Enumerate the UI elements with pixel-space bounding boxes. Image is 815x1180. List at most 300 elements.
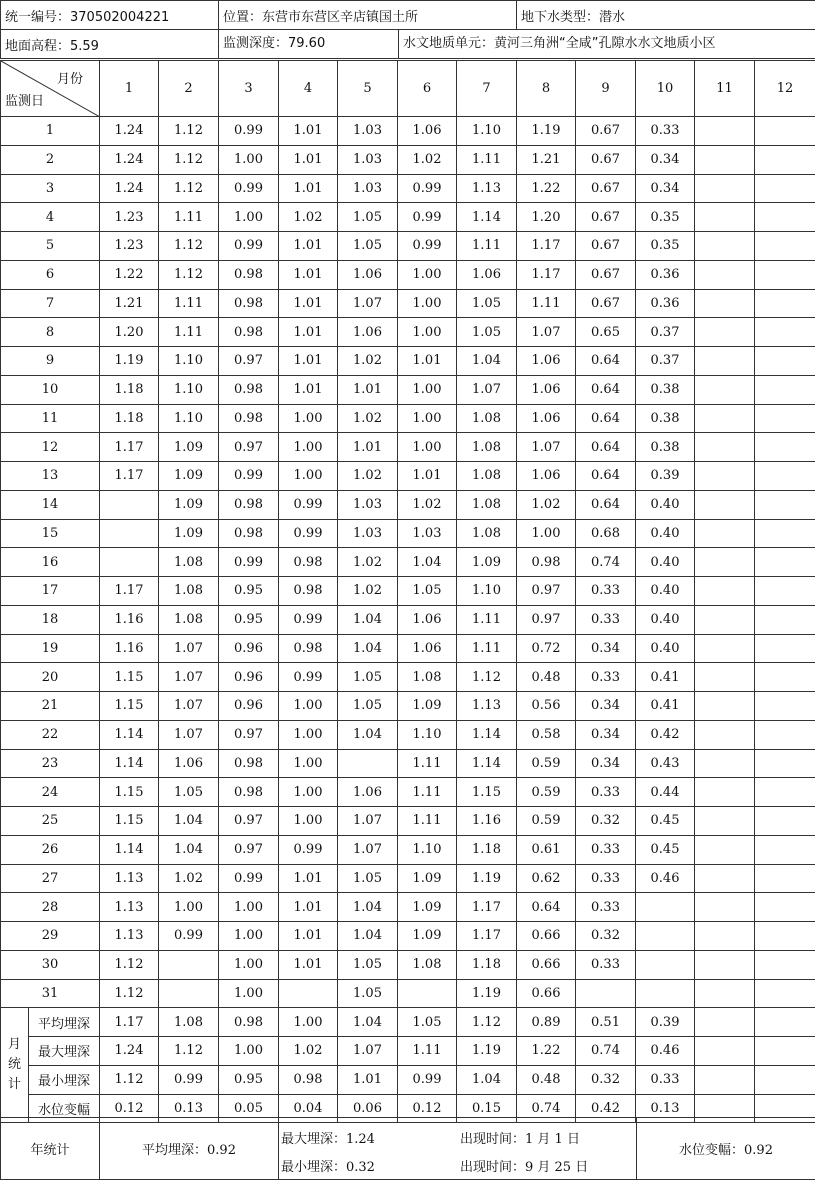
depth-cell (338, 749, 398, 778)
depth-cell: 0.61 (517, 835, 576, 864)
corner-header (1, 61, 100, 117)
depth-cell: 1.01 (279, 375, 338, 404)
depth-cell: 1.07 (159, 634, 219, 663)
depth-cell: 0.40 (636, 634, 695, 663)
stat-cell: 1.04 (457, 1065, 517, 1094)
groundwater-type: 地下水类型：潜水 (517, 1, 815, 30)
stat-cell: 1.12 (100, 1065, 159, 1094)
depth-cell: 1.12 (159, 174, 219, 203)
day-cell: 28 (1, 893, 100, 922)
depth-cell: 0.98 (219, 260, 279, 289)
depth-cell (695, 375, 755, 404)
depth-cell: 1.07 (338, 807, 398, 836)
stat-cell: 0.46 (636, 1037, 695, 1066)
stat-label: 最小埋深 (29, 1065, 100, 1094)
depth-cell: 1.08 (457, 462, 517, 491)
depth-cell: 0.34 (576, 749, 636, 778)
depth-cell (755, 145, 815, 174)
depth-cell: 1.14 (457, 720, 517, 749)
depth-cell (695, 174, 755, 203)
depth-cell: 1.01 (279, 145, 338, 174)
depth-cell: 0.45 (636, 835, 695, 864)
month-header: 4 (279, 61, 338, 117)
depth-cell: 1.10 (159, 375, 219, 404)
depth-cell: 0.99 (159, 922, 219, 951)
depth-cell: 0.67 (576, 145, 636, 174)
stat-cell: 0.89 (517, 1008, 576, 1037)
depth-cell (755, 692, 815, 721)
depth-cell: 1.04 (338, 605, 398, 634)
heading-char: 月 (1, 1035, 28, 1055)
table-row (1, 749, 815, 778)
table-row (1, 117, 815, 146)
depth-cell: 1.10 (457, 577, 517, 606)
depth-cell: 1.06 (338, 318, 398, 347)
depth-cell: 1.00 (219, 145, 279, 174)
depth-cell: 0.64 (576, 404, 636, 433)
depth-cell: 1.16 (100, 634, 159, 663)
stat-cell: 0.13 (636, 1094, 695, 1123)
stat-cell: 0.05 (219, 1094, 279, 1123)
depth-cell: 1.00 (398, 433, 457, 462)
table-row (1, 347, 815, 376)
depth-cell (695, 462, 755, 491)
depth-cell: 1.02 (398, 490, 457, 519)
stat-cell: 1.17 (100, 1008, 159, 1037)
depth-cell: 0.36 (636, 260, 695, 289)
heading-char: 统 (1, 1055, 28, 1075)
hydrogeologic-unit: 水文地质单元：黄河三角洲“全咸”孔隙水水文地质小区 (399, 30, 815, 58)
stat-cell (755, 1037, 815, 1066)
table-row (1, 692, 815, 721)
day-cell: 20 (1, 663, 100, 692)
depth-cell: 1.11 (457, 605, 517, 634)
day-cell: 11 (1, 404, 100, 433)
day-cell: 4 (1, 203, 100, 232)
depth-cell: 1.01 (279, 174, 338, 203)
depth-cell: 0.64 (576, 347, 636, 376)
stat-cell: 1.19 (457, 1037, 517, 1066)
annual-average: 平均埋深：0.92 (100, 1118, 279, 1180)
depth-cell: 1.07 (159, 663, 219, 692)
depth-cell: 1.20 (100, 318, 159, 347)
depth-cell: 1.18 (457, 835, 517, 864)
month-header: 8 (517, 61, 576, 117)
depth-cell: 1.11 (398, 749, 457, 778)
depth-cell: 1.06 (398, 634, 457, 663)
depth-cell: 1.17 (100, 462, 159, 491)
depth-cell (279, 979, 338, 1008)
depth-cell: 0.46 (636, 864, 695, 893)
depth-cell (755, 203, 815, 232)
table-row (1, 318, 815, 347)
depth-cell (695, 232, 755, 261)
well-id: 统一编号：370502004221 (1, 1, 219, 30)
depth-cell: 1.05 (159, 778, 219, 807)
depth-cell (695, 893, 755, 922)
depth-cell (755, 462, 815, 491)
table-row (1, 174, 815, 203)
depth-cell (755, 634, 815, 663)
depth-cell: 1.15 (100, 778, 159, 807)
depth-cell: 1.19 (457, 979, 517, 1008)
annual-row (1, 1118, 815, 1180)
month-header: 2 (159, 61, 219, 117)
stat-cell: 0.04 (279, 1094, 338, 1123)
depth-cell: 1.00 (279, 749, 338, 778)
depth-cell: 1.19 (100, 347, 159, 376)
depth-cell: 1.13 (457, 692, 517, 721)
depth-cell (755, 289, 815, 318)
month-header: 5 (338, 61, 398, 117)
depth-cell: 1.17 (517, 260, 576, 289)
depth-cell: 0.41 (636, 692, 695, 721)
depth-cell: 1.23 (100, 232, 159, 261)
depth-cell: 0.98 (219, 404, 279, 433)
depth-cell: 0.32 (576, 807, 636, 836)
depth-cell: 0.99 (219, 864, 279, 893)
annual-stats-table (0, 1117, 815, 1180)
depth-cell (755, 490, 815, 519)
stat-cell (755, 1065, 815, 1094)
depth-cell: 0.59 (517, 778, 576, 807)
depth-cell (755, 347, 815, 376)
depth-cell (695, 692, 755, 721)
depth-cell: 0.98 (219, 490, 279, 519)
stat-cell: 1.01 (338, 1065, 398, 1094)
depth-cell: 1.02 (338, 462, 398, 491)
day-cell: 15 (1, 519, 100, 548)
depth-cell (695, 864, 755, 893)
table-row (1, 663, 815, 692)
depth-cell: 1.06 (338, 778, 398, 807)
depth-cell: 1.00 (279, 692, 338, 721)
depth-cell (695, 922, 755, 951)
depth-cell (755, 318, 815, 347)
day-cell: 22 (1, 720, 100, 749)
depth-cell: 0.33 (576, 663, 636, 692)
depth-cell: 1.08 (398, 663, 457, 692)
well-info-table (0, 0, 815, 59)
depth-cell: 1.17 (100, 577, 159, 606)
depth-cell: 0.59 (517, 749, 576, 778)
depth-cell (755, 922, 815, 951)
depth-cell: 0.34 (576, 692, 636, 721)
day-cell: 10 (1, 375, 100, 404)
depth-cell (695, 778, 755, 807)
depth-cell: 1.17 (100, 433, 159, 462)
monthly-stats-heading (1, 1008, 29, 1123)
monthly-stat-row (1, 1008, 815, 1037)
depth-cell: 1.11 (159, 289, 219, 318)
depth-cell: 1.24 (100, 145, 159, 174)
depth-cell: 0.97 (219, 807, 279, 836)
depth-cell: 1.00 (517, 519, 576, 548)
info-row-2-right (219, 30, 815, 59)
stat-cell: 1.00 (279, 1008, 338, 1037)
depth-cell: 1.14 (100, 720, 159, 749)
depth-cell (695, 605, 755, 634)
depth-cell: 1.00 (279, 433, 338, 462)
depth-cell: 0.99 (219, 548, 279, 577)
depth-cell: 1.10 (159, 404, 219, 433)
stat-cell: 0.39 (636, 1008, 695, 1037)
depth-cell: 0.99 (219, 174, 279, 203)
day-cell: 13 (1, 462, 100, 491)
depth-cell (695, 548, 755, 577)
depth-cell: 1.06 (517, 347, 576, 376)
depth-cell: 0.97 (219, 720, 279, 749)
depth-cell (695, 145, 755, 174)
depth-cell: 0.96 (219, 692, 279, 721)
depth-cell (755, 950, 815, 979)
depth-cell: 1.04 (338, 720, 398, 749)
depth-cell: 1.01 (279, 893, 338, 922)
depth-cell: 1.01 (279, 260, 338, 289)
day-cell: 29 (1, 922, 100, 951)
day-cell: 6 (1, 260, 100, 289)
depth-cell: 1.00 (219, 893, 279, 922)
stat-cell: 1.12 (457, 1008, 517, 1037)
depth-cell: 1.17 (457, 893, 517, 922)
stat-cell: 0.98 (219, 1008, 279, 1037)
depth-cell: 1.02 (338, 577, 398, 606)
depth-cell: 1.15 (100, 663, 159, 692)
depth-cell (755, 778, 815, 807)
depth-cell: 1.00 (398, 289, 457, 318)
depth-cell: 0.99 (398, 203, 457, 232)
month-header: 12 (755, 61, 815, 117)
depth-cell: 1.05 (338, 663, 398, 692)
table-row (1, 548, 815, 577)
info-row-1 (1, 1, 815, 30)
depth-cell (695, 749, 755, 778)
depth-cell: 1.04 (159, 807, 219, 836)
depth-cell: 1.01 (279, 232, 338, 261)
stat-cell: 1.11 (398, 1037, 457, 1066)
depth-cell: 0.38 (636, 375, 695, 404)
depth-cell: 0.99 (219, 117, 279, 146)
depth-cell: 0.67 (576, 117, 636, 146)
day-cell: 3 (1, 174, 100, 203)
depth-cell: 0.99 (279, 490, 338, 519)
depth-cell: 1.23 (100, 203, 159, 232)
depth-cell: 0.95 (219, 605, 279, 634)
depth-cell (100, 548, 159, 577)
depth-cell: 0.98 (219, 778, 279, 807)
depth-cell: 1.24 (100, 117, 159, 146)
stat-cell: 0.12 (398, 1094, 457, 1123)
depth-cell: 1.03 (338, 490, 398, 519)
depth-cell: 1.09 (457, 548, 517, 577)
depth-cell: 1.11 (398, 807, 457, 836)
month-header-row (1, 61, 815, 117)
table-row (1, 260, 815, 289)
depth-cell: 0.34 (636, 174, 695, 203)
depth-cell: 1.11 (457, 145, 517, 174)
depth-cell: 1.01 (338, 433, 398, 462)
depth-cell (695, 203, 755, 232)
daily-depth-table (0, 60, 815, 1123)
depth-cell: 1.14 (100, 749, 159, 778)
depth-cell (695, 835, 755, 864)
stat-cell (695, 1037, 755, 1066)
depth-cell: 1.03 (338, 117, 398, 146)
table-row (1, 203, 815, 232)
depth-cell: 1.09 (398, 893, 457, 922)
depth-cell: 0.36 (636, 289, 695, 318)
depth-cell: 0.34 (576, 720, 636, 749)
depth-cell: 1.03 (338, 519, 398, 548)
depth-cell: 1.00 (219, 203, 279, 232)
table-row (1, 979, 815, 1008)
month-header: 6 (398, 61, 457, 117)
depth-cell: 1.05 (457, 289, 517, 318)
depth-cell: 1.17 (457, 922, 517, 951)
depth-cell: 1.09 (159, 433, 219, 462)
depth-cell: 1.18 (457, 950, 517, 979)
depth-cell: 1.08 (457, 433, 517, 462)
depth-cell: 1.12 (159, 260, 219, 289)
depth-cell: 1.18 (100, 404, 159, 433)
day-cell: 19 (1, 634, 100, 663)
depth-cell: 1.01 (279, 117, 338, 146)
stat-cell: 0.99 (159, 1065, 219, 1094)
depth-cell: 1.00 (398, 318, 457, 347)
depth-cell: 0.33 (576, 893, 636, 922)
depth-cell: 0.97 (219, 347, 279, 376)
depth-cell (755, 260, 815, 289)
day-cell: 5 (1, 232, 100, 261)
table-row (1, 232, 815, 261)
depth-cell (755, 519, 815, 548)
depth-cell: 1.12 (100, 979, 159, 1008)
depth-cell: 1.00 (398, 260, 457, 289)
depth-cell: 0.35 (636, 232, 695, 261)
stat-cell: 0.12 (100, 1094, 159, 1123)
stat-cell: 1.08 (159, 1008, 219, 1037)
depth-cell: 0.96 (219, 663, 279, 692)
depth-cell: 0.64 (517, 893, 576, 922)
depth-cell: 0.40 (636, 519, 695, 548)
depth-cell: 1.01 (279, 347, 338, 376)
depth-cell: 0.98 (219, 749, 279, 778)
monthly-stat-row (1, 1037, 815, 1066)
depth-cell: 1.05 (338, 864, 398, 893)
depth-cell: 1.13 (100, 864, 159, 893)
depth-cell: 1.04 (338, 893, 398, 922)
stat-cell: 0.74 (517, 1094, 576, 1123)
depth-cell: 0.98 (279, 548, 338, 577)
depth-cell: 0.97 (219, 433, 279, 462)
depth-cell: 0.98 (219, 375, 279, 404)
depth-cell: 0.68 (576, 519, 636, 548)
depth-cell: 1.00 (279, 720, 338, 749)
depth-cell: 0.67 (576, 260, 636, 289)
depth-cell (755, 548, 815, 577)
depth-cell: 0.39 (636, 462, 695, 491)
depth-cell: 1.07 (517, 318, 576, 347)
depth-cell: 0.33 (576, 835, 636, 864)
depth-cell (576, 979, 636, 1008)
depth-cell: 1.11 (517, 289, 576, 318)
day-cell: 9 (1, 347, 100, 376)
stat-cell (695, 1065, 755, 1094)
table-row (1, 519, 815, 548)
depth-cell: 0.43 (636, 749, 695, 778)
depth-cell (755, 979, 815, 1008)
depth-cell: 0.97 (219, 835, 279, 864)
annual-max: 最大埋深：1.24 (281, 1128, 375, 1147)
depth-cell: 1.10 (398, 835, 457, 864)
day-cell: 16 (1, 548, 100, 577)
heading-char: 计 (1, 1075, 28, 1095)
table-row (1, 864, 815, 893)
depth-cell: 0.37 (636, 318, 695, 347)
stat-cell: 0.06 (338, 1094, 398, 1123)
stat-cell: 1.05 (398, 1008, 457, 1037)
depth-cell: 0.66 (517, 922, 576, 951)
month-header: 7 (457, 61, 517, 117)
day-cell: 12 (1, 433, 100, 462)
depth-cell: 0.72 (517, 634, 576, 663)
table-row (1, 835, 815, 864)
depth-cell: 1.05 (338, 979, 398, 1008)
annual-min: 最小埋深：0.32 (281, 1156, 375, 1175)
depth-cell: 0.67 (576, 174, 636, 203)
depth-cell: 0.40 (636, 548, 695, 577)
day-cell: 24 (1, 778, 100, 807)
depth-cell: 0.97 (517, 577, 576, 606)
depth-cell: 1.06 (338, 260, 398, 289)
stat-cell: 0.48 (517, 1065, 576, 1094)
stat-cell: 1.24 (100, 1037, 159, 1066)
depth-cell: 1.11 (159, 203, 219, 232)
depth-cell: 1.16 (100, 605, 159, 634)
depth-cell (695, 289, 755, 318)
depth-cell (695, 433, 755, 462)
depth-cell (755, 433, 815, 462)
day-cell: 1 (1, 117, 100, 146)
day-cell: 30 (1, 950, 100, 979)
depth-cell: 1.09 (159, 462, 219, 491)
depth-cell: 1.08 (457, 519, 517, 548)
depth-cell: 1.00 (159, 893, 219, 922)
depth-cell: 1.14 (100, 835, 159, 864)
stat-cell: 0.99 (398, 1065, 457, 1094)
table-row (1, 404, 815, 433)
day-cell: 8 (1, 318, 100, 347)
depth-cell: 1.13 (100, 922, 159, 951)
depth-cell: 1.21 (100, 289, 159, 318)
depth-cell (695, 519, 755, 548)
depth-cell: 0.38 (636, 433, 695, 462)
depth-cell: 1.01 (398, 347, 457, 376)
depth-cell: 1.04 (338, 634, 398, 663)
depth-cell: 0.38 (636, 404, 695, 433)
depth-cell: 1.00 (279, 778, 338, 807)
depth-cell: 0.99 (219, 462, 279, 491)
depth-cell: 0.48 (517, 663, 576, 692)
depth-cell: 1.00 (398, 404, 457, 433)
depth-cell: 1.06 (517, 375, 576, 404)
depth-cell (755, 864, 815, 893)
stat-cell: 1.07 (338, 1037, 398, 1066)
depth-cell (695, 577, 755, 606)
depth-cell: 0.33 (576, 864, 636, 893)
depth-cell: 1.03 (398, 519, 457, 548)
table-row (1, 950, 815, 979)
